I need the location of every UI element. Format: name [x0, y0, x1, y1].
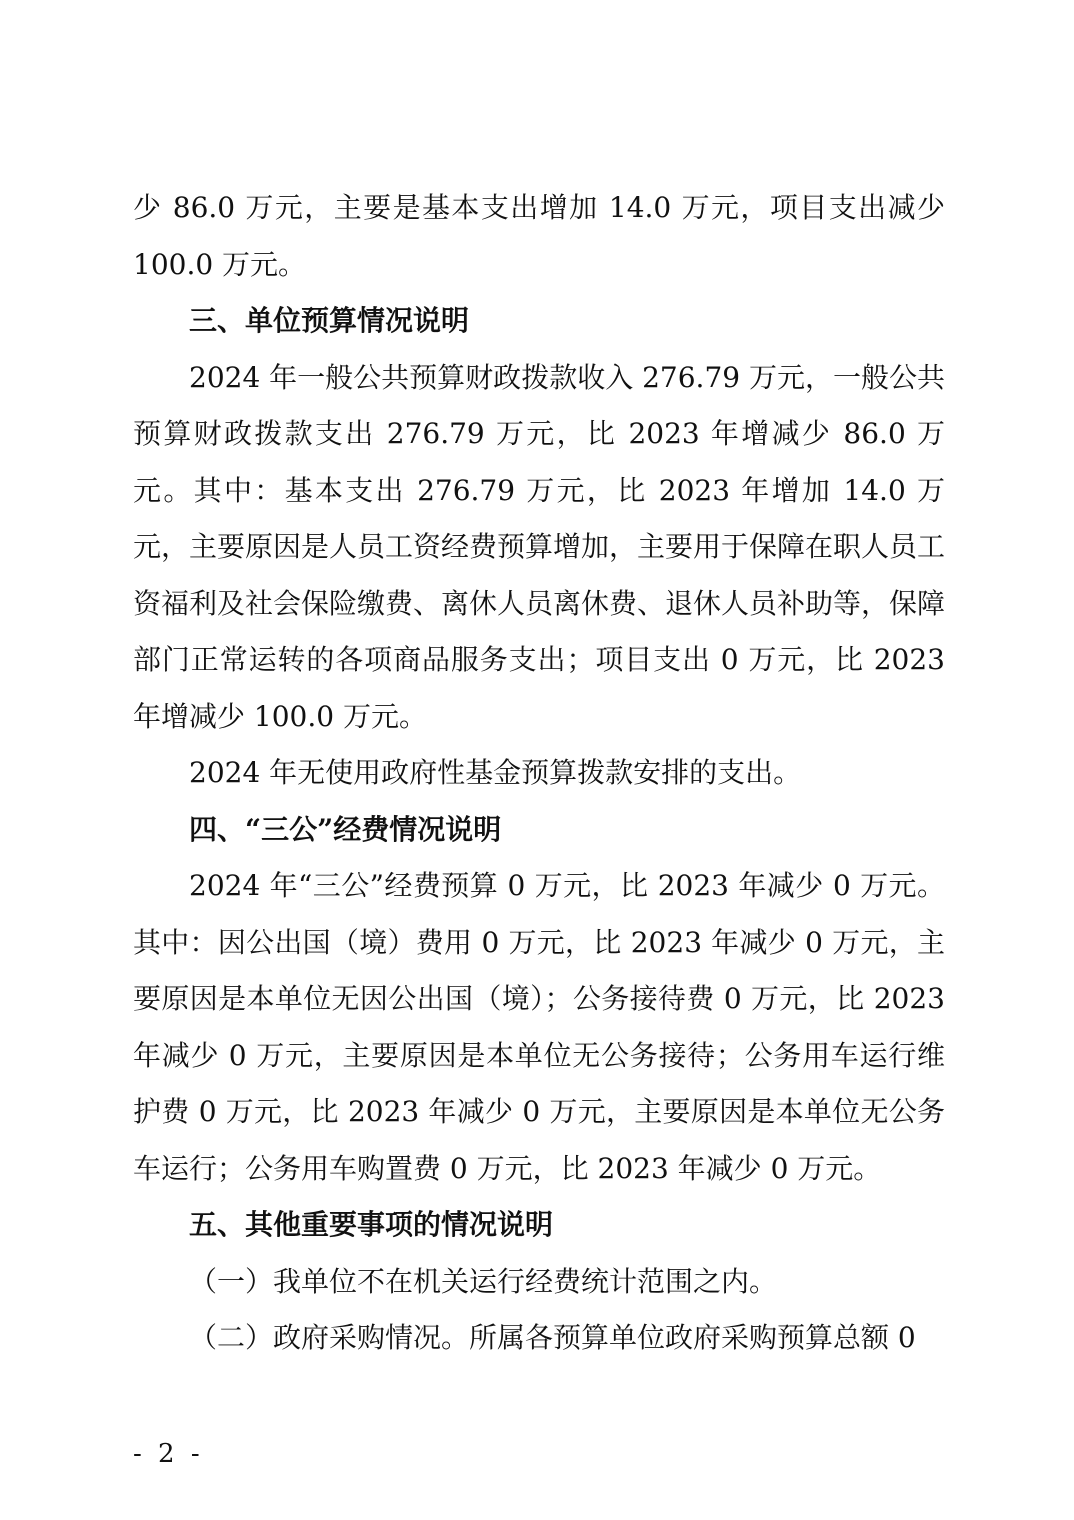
- paragraph-government-fund: 2024 年无使用政府性基金预算拨款安排的支出。: [189, 756, 802, 789]
- section-heading-other-matters: 五、其他重要事项的情况说明: [189, 1208, 554, 1241]
- paragraph-continuation: 少 86.0 万元，主要是基本支出增加 14.0 万元，项目支出减少 100.0 万元。: [133, 191, 945, 281]
- page-number: - 2 -: [133, 1439, 204, 1469]
- paragraph-other-item-1: （一）我单位不在机关运行经费统计范围之内。: [189, 1264, 778, 1298]
- paragraph-unit-budget: 2024 年一般公共预算财政拨款收入 276.79 万元，一般公共预算财政拨款支出 276.79 万元，比 2023 年增减少 86.0 万元。其中：基本支出 276.79 万元，比 2023 年增加 14.0 万元，主要原因是人员工资经费预算增加，主要用于保障在职人员工资福利及社会保险缴费、离休人员离休费、退休人员补助等，保障部门正常运转的各项商品服务支出；项目支出 0 万元，比 2023 年增减少 100.0 万元。: [133, 360, 946, 733]
- section-heading-three-public: 四、“三公”经费情况说明: [189, 812, 502, 846]
- document-page: [133, 180, 945, 1367]
- paragraph-other-item-2: （二）政府采购情况。所属各预算单位政府采购预算总额 0: [189, 1321, 916, 1354]
- section-heading-unit-budget: 三、单位预算情况说明: [189, 304, 470, 337]
- paragraph-three-public: 2024 年“三公”经费预算 0 万元，比 2023 年减少 0 万元。其中：因公出国（境）费用 0 万元，比 2023 年减少 0 万元，主要原因是本单位无因公出国（境）；公务接待费 0 万元，比 2023 年减少 0 万元，主要原因是本单位无公务接待；公务用车运行维护费 0 万元，比 2023 年减少 0 万元，主要原因是本单位无公务车运行；公务用车购置费 0 万元，比 2023 年减少 0 万元。: [133, 869, 945, 1185]
